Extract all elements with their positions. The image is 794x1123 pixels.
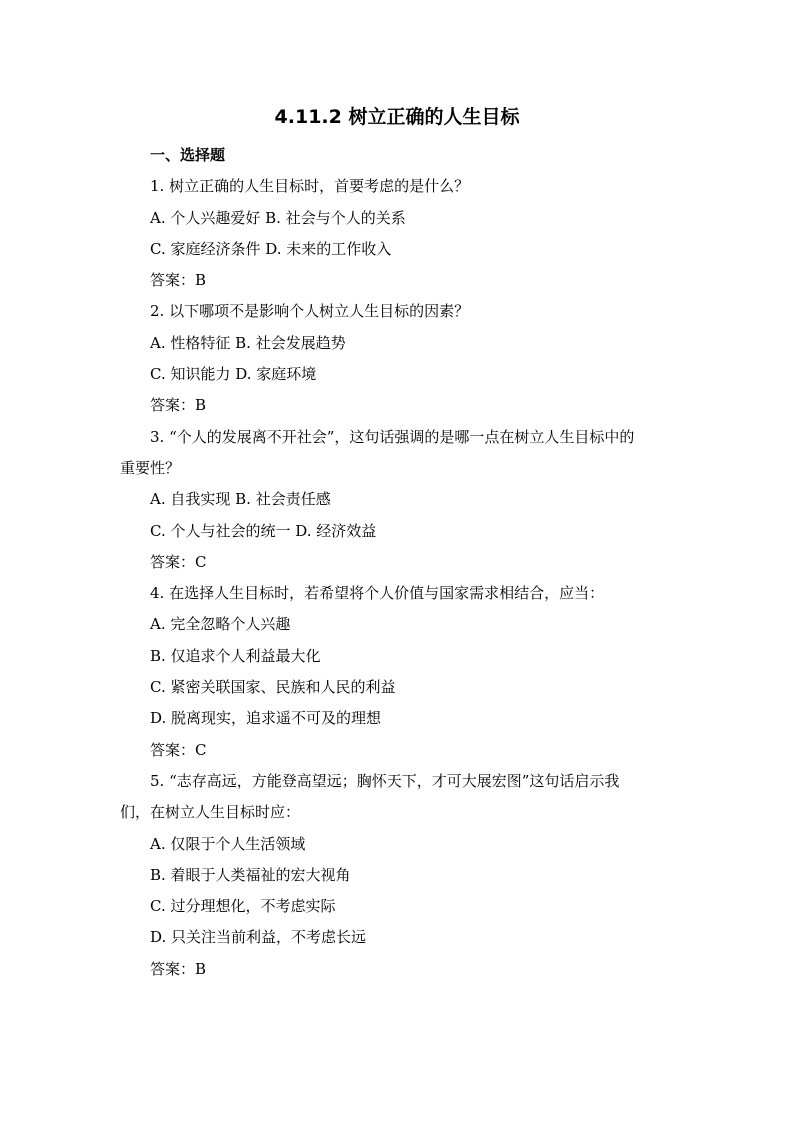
question-option: A. 仅限于个人生活领域	[150, 834, 306, 853]
question-answer: 答案：C	[150, 552, 207, 571]
question-option: A. 个人兴趣爱好 B. 社会与个人的关系	[150, 208, 406, 227]
document-title: 4.11.2 树立正确的人生目标	[274, 106, 520, 128]
question-stem-continued: 们，在树立人生目标时应：	[120, 803, 301, 822]
question-option: A. 完全忽略个人兴趣	[150, 615, 291, 634]
question-stem-continued: 重要性？	[120, 458, 181, 477]
question-2	[120, 296, 680, 421]
question-answer: 答案：B	[150, 396, 207, 415]
question-answer: 答案：C	[150, 740, 207, 759]
question-stem: 4. 在选择人生目标时，若希望将个人价值与国家需求相结合，应当：	[150, 584, 605, 603]
question-1	[120, 171, 680, 296]
question-4	[120, 578, 680, 766]
question-option: C. 知识能力 D. 家庭环境	[150, 365, 317, 384]
section-heading: 一、选择题	[150, 146, 226, 164]
question-stem: 1. 树立正确的人生目标时，首要考虑的是什么？	[150, 177, 470, 196]
question-option: C. 紧密关联国家、民族和人民的利益	[150, 678, 396, 697]
question-stem: 3. “个人的发展离不开社会”，这句话强调的是哪一点在树立人生目标中的	[150, 427, 635, 446]
question-stem: 5. “志存高远，方能登高望远；胸怀天下，才可大展宏图”这句话启示我	[150, 771, 620, 790]
question-option: B. 仅追求个人利益最大化	[150, 646, 321, 665]
question-option: B. 着眼于人类福祉的宏大视角	[150, 865, 351, 884]
question-option: C. 家庭经济条件 D. 未来的工作收入	[150, 239, 392, 258]
document-content	[120, 140, 680, 985]
question-option: C. 个人与社会的统一 D. 经济效益	[150, 521, 377, 540]
question-option: C. 过分理想化，不考虑实际	[150, 897, 336, 916]
question-answer: 答案：B	[150, 271, 207, 290]
question-option: A. 性格特征 B. 社会发展趋势	[150, 333, 346, 352]
question-3	[120, 422, 680, 578]
question-answer: 答案：B	[150, 959, 207, 978]
question-stem: 2. 以下哪项不是影响个人树立人生目标的因素？	[150, 302, 470, 321]
question-5	[120, 766, 680, 985]
question-option: D. 只关注当前利益，不考虑长远	[150, 928, 367, 947]
question-option: D. 脱离现实，追求遥不可及的理想	[150, 709, 382, 728]
question-option: A. 自我实现 B. 社会责任感	[150, 490, 331, 509]
